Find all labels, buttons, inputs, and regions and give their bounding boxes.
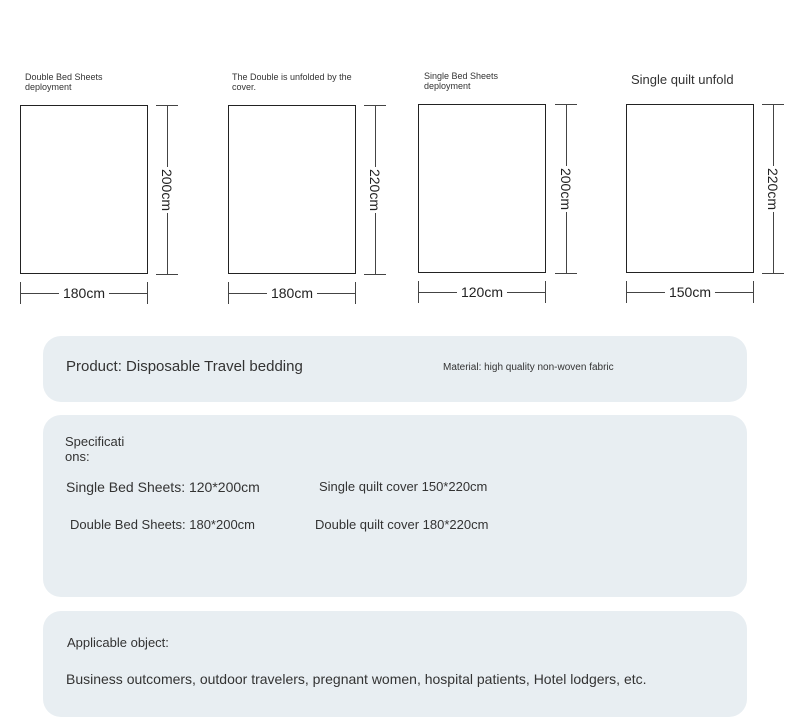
height-dimension xyxy=(364,105,386,275)
quilt-outline xyxy=(626,104,754,273)
sheet-outline xyxy=(418,104,546,273)
single-quilt-spec: Single quilt cover 150*220cm xyxy=(319,479,488,494)
height-dimension xyxy=(762,104,784,274)
width-dimension xyxy=(418,281,546,303)
height-dimension xyxy=(156,105,178,275)
diagram-caption: Single Bed Sheets deployment xyxy=(424,71,499,91)
height-label: 200cm xyxy=(558,167,574,211)
product-panel xyxy=(43,336,747,402)
diagram-caption: The Double is unfolded by the cover. xyxy=(232,72,352,92)
height-label: 220cm xyxy=(765,167,781,211)
double-sheets-spec: Double Bed Sheets: 180*200cm xyxy=(70,517,256,532)
height-label: 200cm xyxy=(159,168,175,212)
height-label: 220cm xyxy=(367,168,383,212)
applicable-title: Applicable object: xyxy=(67,635,169,650)
width-dimension xyxy=(228,282,356,304)
quilt-outline xyxy=(228,105,356,274)
specifications-panel xyxy=(43,415,747,597)
width-dimension xyxy=(20,282,148,304)
applicable-text: Business outcomers, outdoor travelers, pregnant women, hospital patients, Hotel lodgers, etc. xyxy=(66,671,647,687)
single-sheets-spec: Single Bed Sheets: 120*200cm xyxy=(66,479,260,495)
applicable-object-panel xyxy=(43,611,747,717)
width-label: 180cm xyxy=(59,285,109,301)
material-text: Material: high quality non-woven fabric xyxy=(443,362,614,373)
width-label: 150cm xyxy=(665,284,715,300)
width-dimension xyxy=(626,281,754,303)
double-quilt-spec: Double quilt cover 180*220cm xyxy=(315,517,489,532)
specifications-title: Specificati ons: xyxy=(65,434,125,464)
width-label: 120cm xyxy=(457,284,507,300)
sheet-outline xyxy=(20,105,148,274)
diagram-caption: Double Bed Sheets deployment xyxy=(25,72,103,92)
height-dimension xyxy=(555,104,577,274)
width-label: 180cm xyxy=(267,285,317,301)
diagram-caption: Single quilt unfold xyxy=(631,72,734,87)
product-name: Product: Disposable Travel bedding xyxy=(66,358,303,375)
